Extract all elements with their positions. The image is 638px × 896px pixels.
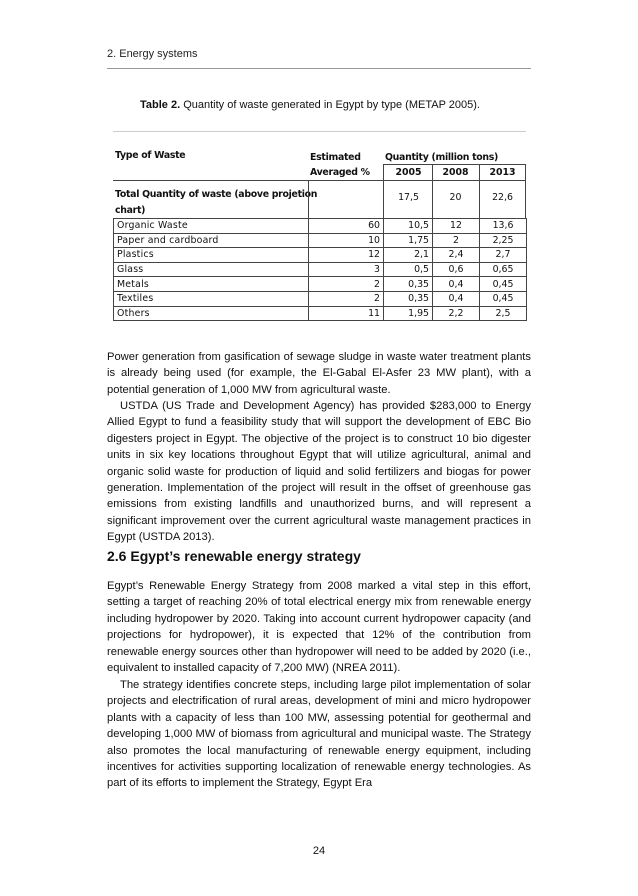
value-2013: 2,5 <box>480 306 527 321</box>
value-2008: 2,2 <box>433 306 480 321</box>
value-2005: 0,35 <box>384 277 433 292</box>
header-quantity: Quantity (million tons) <box>385 152 499 163</box>
waste-type-rows <box>113 218 527 321</box>
value-2008: 0,4 <box>433 291 480 306</box>
value-2008: 2,4 <box>433 248 480 263</box>
divider <box>432 164 433 218</box>
table-caption <box>140 99 480 111</box>
waste-type: Organic Waste <box>114 219 309 234</box>
value-2008: 0,6 <box>433 262 480 277</box>
averaged-percent: 60 <box>309 219 384 234</box>
value-2005: 0,5 <box>384 262 433 277</box>
value-2008: 0,4 <box>433 277 480 292</box>
value-2013: 0,45 <box>480 291 527 306</box>
paragraph: Power generation from gasification of sewage sludge in waste water treatment plants is already being used (for example, the El-Gabal El-Asfer 23 MW plant), with a potential generation of 1,000 MW from agricultural waste. <box>107 351 531 396</box>
total-2013: 22,6 <box>492 192 513 203</box>
total-label-cont: chart) <box>115 205 146 216</box>
page-number: 24 <box>312 845 326 857</box>
waste-type: Plastics <box>114 248 309 263</box>
waste-type: Textiles <box>114 291 309 306</box>
table-row <box>114 219 527 234</box>
waste-type: Metals <box>114 277 309 292</box>
section-heading: 2.6 Egypt’s renewable energy strategy <box>107 548 361 564</box>
averaged-percent: 11 <box>309 306 384 321</box>
paragraph: USTDA (US Trade and Development Agency) has provided $283,000 to Energy Allied Egypt to fund a feasibility study that will support the development of EBC Bio digesters project in Egypt. The objective of the project is to construct 10 bio digester units in six key locations throughout Egypt that will utilize agricultural, animal and organic solid waste for production of liquid and solid fertilizers and biogas for power generation. Implementation of the project will result in the offset of greenhouse gas emissions from existing landfills and unauthorized burns, and will represent a significant improvement over the current agricultural waste management practices in Egypt (USTDA 2013). <box>107 400 531 544</box>
header-averaged: Averaged % <box>310 167 370 178</box>
table-caption-text: Quantity of waste generated in Egypt by type (METAP 2005). <box>180 99 480 111</box>
divider <box>525 164 526 218</box>
value-2013: 0,65 <box>480 262 527 277</box>
value-2005: 0,35 <box>384 291 433 306</box>
value-2005: 1,95 <box>384 306 433 321</box>
value-2013: 2,7 <box>480 248 527 263</box>
total-2005: 17,5 <box>398 192 419 203</box>
averaged-percent: 2 <box>309 277 384 292</box>
averaged-percent: 12 <box>309 248 384 263</box>
header-year-2008: 2008 <box>442 167 469 178</box>
header-type-of-waste: Type of Waste <box>115 150 186 161</box>
header-year-2005: 2005 <box>395 167 422 178</box>
value-2013: 13,6 <box>480 219 527 234</box>
value-2013: 2,25 <box>480 233 527 248</box>
table-row <box>114 306 527 321</box>
value-2008: 2 <box>433 233 480 248</box>
value-2013: 0,45 <box>480 277 527 292</box>
paragraph: The strategy identifies concrete steps, including large pilot implementation of solar projects and electrification of rural areas, development of mini and micro hydropower plants with a capacity of less than 100 MW, assessing potential for geothermal and developing 1,000 MW of biomass from agricultural and municipal waste. The Strategy also promotes the local manufacturing of renewable energy equipment, including incentives for activities supporting localization of renewable energy technologies. As part of its efforts to implement the Strategy, Egypt Era <box>107 679 531 790</box>
total-label: Total Quantity of waste (above projetion <box>115 189 318 200</box>
waste-type: Others <box>114 306 309 321</box>
divider <box>479 164 480 218</box>
waste-type: Glass <box>114 262 309 277</box>
averaged-percent: 3 <box>309 262 384 277</box>
total-2008: 20 <box>449 192 462 203</box>
table-row <box>114 262 527 277</box>
table-top-rule <box>113 131 526 132</box>
header-year-2013: 2013 <box>489 167 516 178</box>
value-2008: 12 <box>433 219 480 234</box>
header-rule <box>107 68 531 69</box>
header-bottom-rule <box>113 180 526 181</box>
running-head: 2. Energy systems <box>107 48 198 60</box>
table-row <box>114 291 527 306</box>
divider <box>383 164 384 218</box>
averaged-percent: 2 <box>309 291 384 306</box>
waste-type: Paper and cardboard <box>114 233 309 248</box>
quantity-rule <box>383 164 526 165</box>
value-2005: 10,5 <box>384 219 433 234</box>
divider <box>308 180 309 218</box>
averaged-percent: 10 <box>309 233 384 248</box>
value-2005: 2,1 <box>384 248 433 263</box>
table-row <box>114 248 527 263</box>
header-estimated: Estimated <box>310 152 361 163</box>
value-2005: 1,75 <box>384 233 433 248</box>
table-caption-label: Table 2. <box>140 99 181 111</box>
waste-table <box>113 131 526 321</box>
table-row <box>114 233 527 248</box>
paragraph: Egypt’s Renewable Energy Strategy from 2008 marked a vital step in this effort, setting a target of reaching 20% of total electrical energy mix from renewable energy including hydropower by 2020. Taking into account current hydropower capacity (and projections for hydropower), it is expected that 12% of the contribution from renewable energy sources other than hydropower will need to be added by 2020 (i.e., equivalent to installed capacity of 7,200 MW) (NREA 2011). <box>107 580 531 675</box>
table-row <box>114 277 527 292</box>
